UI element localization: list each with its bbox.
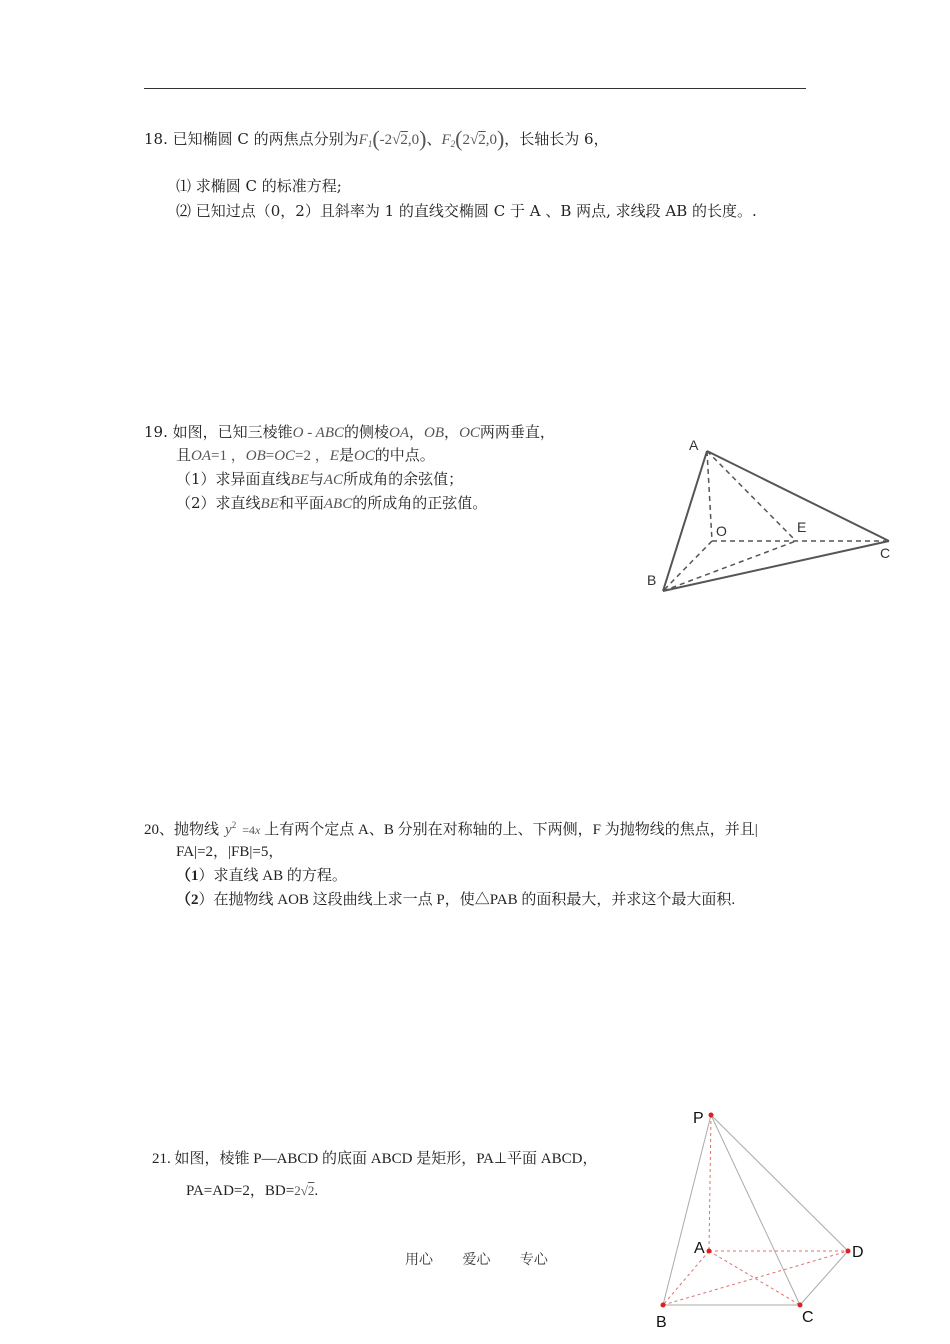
edge-pa	[709, 1115, 711, 1251]
q18-part2: ⑵ 已知过点（0，2）且斜率为 1 的直线交椭圆 C 于 A 、B 两点, 求线段 AB 的长度。.	[176, 202, 757, 220]
edge-pc	[711, 1115, 800, 1305]
footer-text-3: 专心	[519, 1252, 548, 1268]
q19-line4: （2）求直线BE和平面ABC的所成角的正弦值。	[176, 494, 488, 512]
q20-line1: 20、抛物线 $y^2 =4x$ 上有两个定点 A、B 分别在对称轴的上、下两侧，F 为抛物线的焦点，并且|	[144, 820, 758, 838]
q19-line1: 19. 如图，已知三棱锥O - ABC的侧棱OA，OB，OC两两垂直，	[144, 423, 555, 441]
q21-line1: 21. 如图，棱锥 P—ABCD 的底面 ABCD 是矩形，PA⊥平面 ABCD，	[152, 1151, 598, 1167]
q20-part1: （1）求直线 AB 的方程。	[176, 868, 347, 884]
f2-symbol: $F_2$	[441, 132, 456, 149]
q18-tail: ，长轴长为 6，	[504, 130, 609, 148]
label-c: C	[802, 1309, 814, 1326]
q20-line2: FA|=2，|FB|=5，	[176, 844, 284, 860]
footer-text-1: 用心	[405, 1252, 433, 1268]
edge-pd	[711, 1115, 848, 1251]
label-d: D	[852, 1244, 864, 1261]
footer-text-2: 爱心	[462, 1252, 491, 1268]
point-b	[661, 1303, 666, 1308]
q18-lead: 18. 已知椭圆 C 的两焦点分别为	[144, 130, 359, 148]
edge-pb	[663, 1115, 711, 1305]
point-d	[846, 1249, 851, 1254]
label-c: C	[880, 545, 891, 561]
point-a	[707, 1249, 712, 1254]
q19-line2: 且OA=1 ，OB=OC=2 ，E是OC的中点。	[176, 446, 435, 464]
edge-cd	[800, 1251, 848, 1305]
label-o: O	[716, 523, 727, 539]
q18-part1: ⑴ 求椭圆 C 的标准方程;	[176, 177, 342, 195]
q21-line2: PA=AD=2，BD=2√2.	[186, 1183, 319, 1199]
edge-ac	[709, 1251, 800, 1305]
label-b: B	[647, 572, 657, 588]
label-b: B	[656, 1314, 667, 1331]
q20-part2: （2）在抛物线 AOB 这段曲线上求一点 P，使△PAB 的面积最大，并求这个最大面积.	[176, 892, 736, 908]
q19-tetrahedron-figure	[640, 430, 910, 605]
q21-pyramid-figure	[650, 1100, 880, 1340]
f1-symbol: $F_1$	[358, 132, 373, 149]
page-footer	[405, 1249, 573, 1269]
edge-ab	[663, 451, 707, 591]
label-p: P	[693, 1110, 704, 1127]
q19-line3: （1）求异面直线BE与AC所成角的余弦值；	[176, 470, 464, 488]
header-rule	[144, 88, 806, 89]
edge-bd	[663, 1251, 848, 1305]
point-p	[709, 1113, 714, 1118]
label-a: A	[689, 437, 699, 453]
point-c	[798, 1303, 803, 1308]
q18-stem: 18. 已知椭圆 C 的两焦点分别为$F_1(-2√2,0)$、$F_2(2√2,0)$，长轴长为 6，	[144, 126, 609, 151]
label-e: E	[797, 519, 807, 535]
edge-ao	[707, 451, 712, 541]
label-a: A	[694, 1240, 705, 1257]
